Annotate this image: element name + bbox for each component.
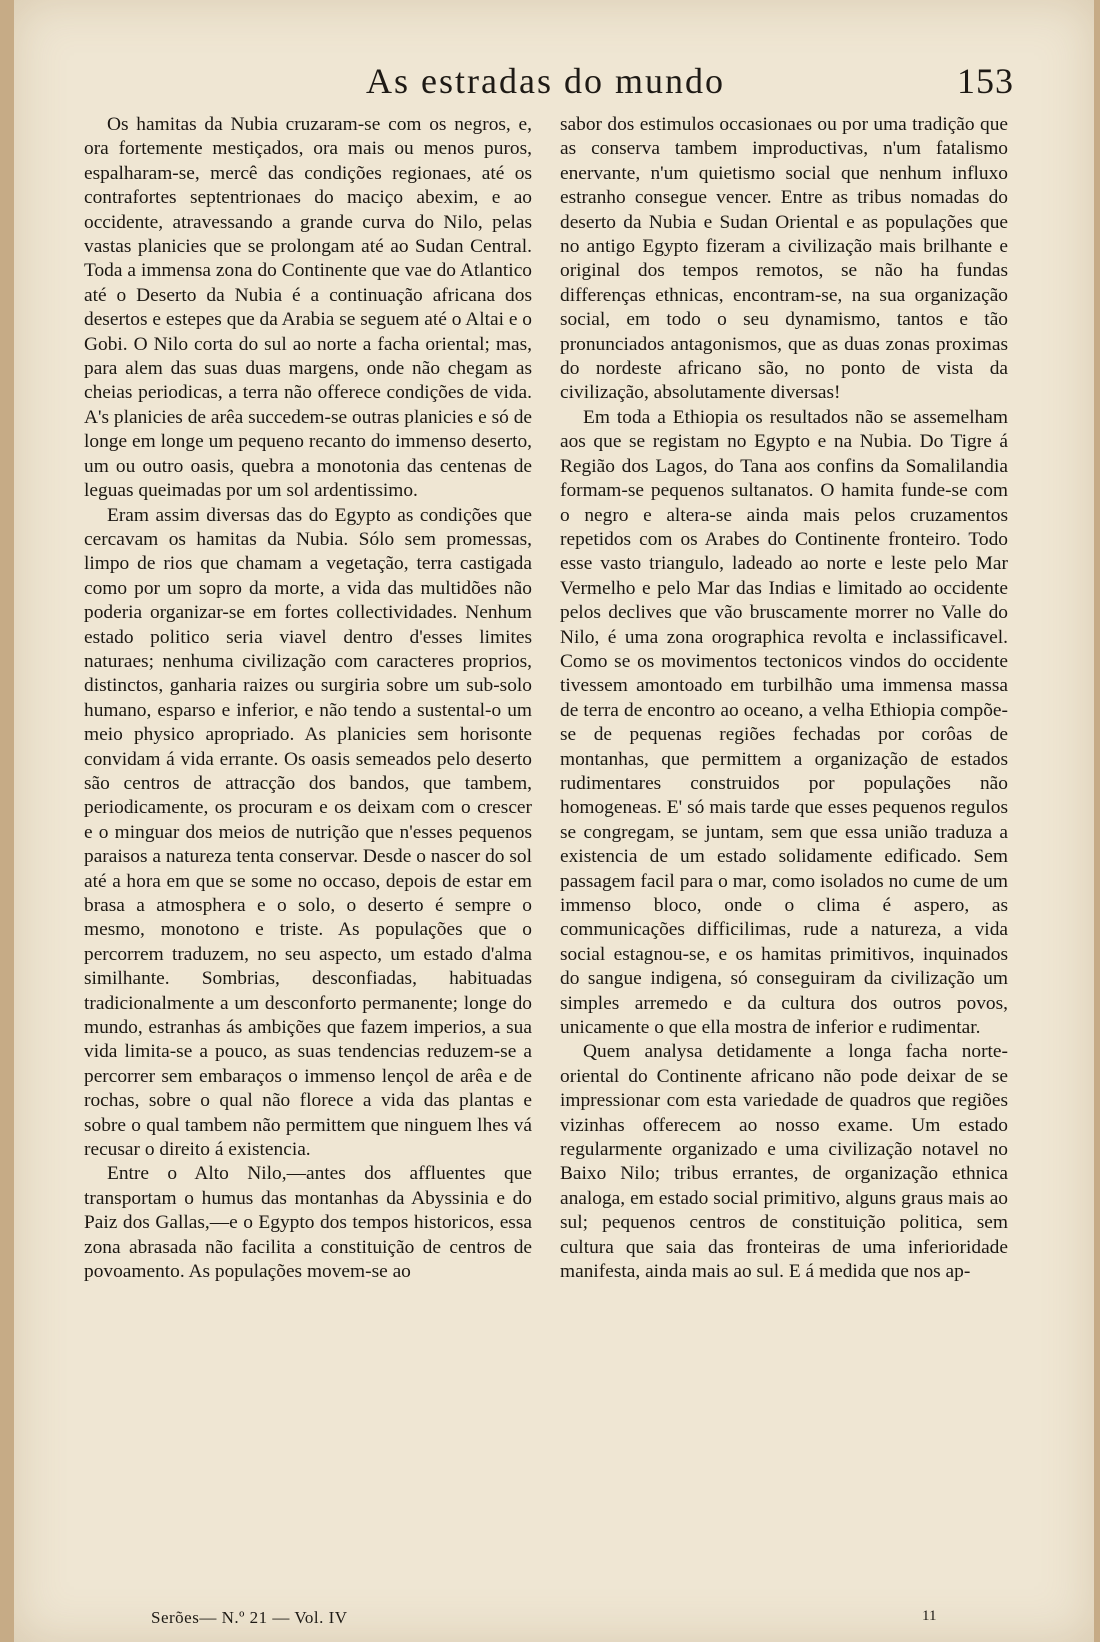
- left-column: [84, 113, 532, 1285]
- printer-signature: Serões— N.º 21 — Vol. IV: [151, 1608, 348, 1627]
- page-number: 153: [957, 61, 1014, 101]
- paragraph-continuation: sabor dos estimulos occasionaes ou por uma tradição que as conserva tambem improductivas, n'um fatalismo enervante, n'um quietismo social que nenhum influxo estranho consegue vencer. Entre as tribus nomadas do deserto da Nubia e Sudan Oriental e as populações que no antigo Egypto fizeram a civilização mais brilhante e original dos tempos remotos, se não ha fundas differenças ethnicas, encontram-se, na sua organização social, em todo o seu dynamismo, tantos e tão pronunciados antagonismos, que as duas zonas proximas do nordeste africano são, no ponto de vista da civilização, absolutamente diversas!: [560, 114, 1008, 404]
- running-title: As estradas do mundo: [366, 61, 725, 101]
- journal-page: [14, 0, 1094, 1642]
- paragraph-facha-norte-oriental: Quem analysa detidamente a longa facha norte-oriental do Continente africano não pode deixar de se impressionar com esta variedade de quadros que regiões vizinhas offerecem ao nosso exame. Um estado regularmente organizado e uma civilização notavel no Baixo Nilo; tribus errantes, de organização ethnica analoga, em estado social primitivo, alguns graus mais ao sul; pequenos centros de constituição politica, sem cultura que saia das fronteiras de uma inferioridade manifesta, ainda mais ao sul. E á medida que nos ap-: [560, 1041, 1008, 1283]
- paragraph-condicoes-nubia: Eram assim diversas das do Egypto as condições que cercavam os hamitas da Nubia. Sólo sem promessas, limpo de rios que chamam a vegetação, terra castigada como por um sopro da morte, a vida das multidões não poderia organizar-se em fortes collectividades. Nenhum estado politico seria viavel dentro d'esses limites naturaes; nenhuma civilização com caracteres proprios, distinctos, ganharia raizes ou surgiria sobre um sub-solo humano, esparso e inferior, e não tendo a sustental-o um meio physico apropriado. As planicies sem horisonte convidam á vida errante. Os oasis semeados pelo deserto são centros de attracção dos bandos, que tambem, periodicamente, os procuram e os deixam com o crescer e o minguar dos meios de nutrição que n'esses pequenos paraisos a natureza tenta conservar. Desde o nascer do sol até a hora em que se some no occaso, depois de estar em brasa a atmosphera e o solo, o deserto é sempre o mesmo, monotono e triste. As populações que o percorrem traduzem, no seu aspecto, um estado d'alma similhante. Sombrias, desconfiadas, habituadas tradicionalmente a um desconforto permanente; longe do mundo, estranhas ás ambições que fazem imperios, a sua vida limita-se a pouco, as suas tendencias reduzem-se a percorrer sem embaraços o immenso lençol de arêa e de rochas, sobre o qual não florece a vida das plantas e sobre o qual tambem não permittem que ninguem lhes vá recusar o direito á existencia.: [84, 504, 532, 1161]
- paragraph-hamitas-nubia: Os hamitas da Nubia cruzaram-se com os negros, e, ora fortemente mestiçados, ora mais ou menos puros, espalharam-se, mercê das condições regionaes, até os contrafortes septentrionaes do maciço abexim, e ao occidente, atravessando a grande curva do Nilo, pelas vastas planicies que se prolongam até ao Sudan Central. Toda a immensa zona do Continente que vae do Atlantico até o Deserto da Nubia é a continuação africana dos desertos e estepes que da Arabia se seguem até o Altai e o Gobi. O Nilo corta do sul ao norte a facha oriental; mas, para alem das suas duas margens, onde não chegam as cheias periodicas, a terra não offerece condições de vida. A's planicies de arêa succedem-se outras planicies e só de longe em longe um pequeno recanto do immenso deserto, um ou outro oasis, quebra a monotonia das centenas de leguas queimadas por um sol ardentissimo.: [84, 114, 532, 502]
- paragraph-alto-nilo: Entre o Alto Nilo,—antes dos affluentes que transportam o humus das montanhas da Abyssinia e do Paiz dos Gallas,—e o Egypto dos tempos historicos, essa zona abrasada não facilita a constituição de centros de povoamento. As populações movem-se ao: [84, 1163, 532, 1283]
- right-column: [560, 113, 1008, 1285]
- signature-mark: 11: [922, 1608, 937, 1624]
- page-header: [366, 60, 1014, 110]
- paragraph-ethiopia: Em toda a Ethiopia os resultados não se assemelham aos que se registam no Egypto e na Nubia. Do Tigre á Região dos Lagos, do Tana aos confins da Somalilandia formam-se pequenos sultanatos. O hamita funde-se com o negro e altera-se ainda mais pelos cruzamentos repetidos com os Arabes do Continente fronteiro. Todo esse vasto triangulo, ladeado ao norte e leste pelo Mar Vermelho e pelo Mar das Indias e limitado ao occidente pelos declives que vão bruscamente morrer no Valle do Nilo, é uma zona orographica revolta e inclassificavel. Como se os movimentos tectonicos vindos do occidente tivessem amontoado em turbilhão uma immensa massa de terra de encontro ao oceano, a velha Ethiopia compõe-se de pequenas regiões fechadas por corôas de montanhas, que permittem a organização de estados rudimentares construidos por populações não homogeneas. E' só mais tarde que esses pequenos regulos se congregam, se juntam, sem que essa união traduza a existencia de um estado solidamente edificado. Sem passagem facil para o mar, como isolados no cume de um immenso bloco, onde o clima é aspero, as communicações difficilimas, rude a natureza, a vida social estagnou-se, e os hamitas primitivos, inquinados do sangue indigena, só conseguiram da civilização um simples arremedo e da cultura dos outros povos, unicamente o que ella mostra de inferior e rudimentar.: [560, 406, 1008, 1039]
